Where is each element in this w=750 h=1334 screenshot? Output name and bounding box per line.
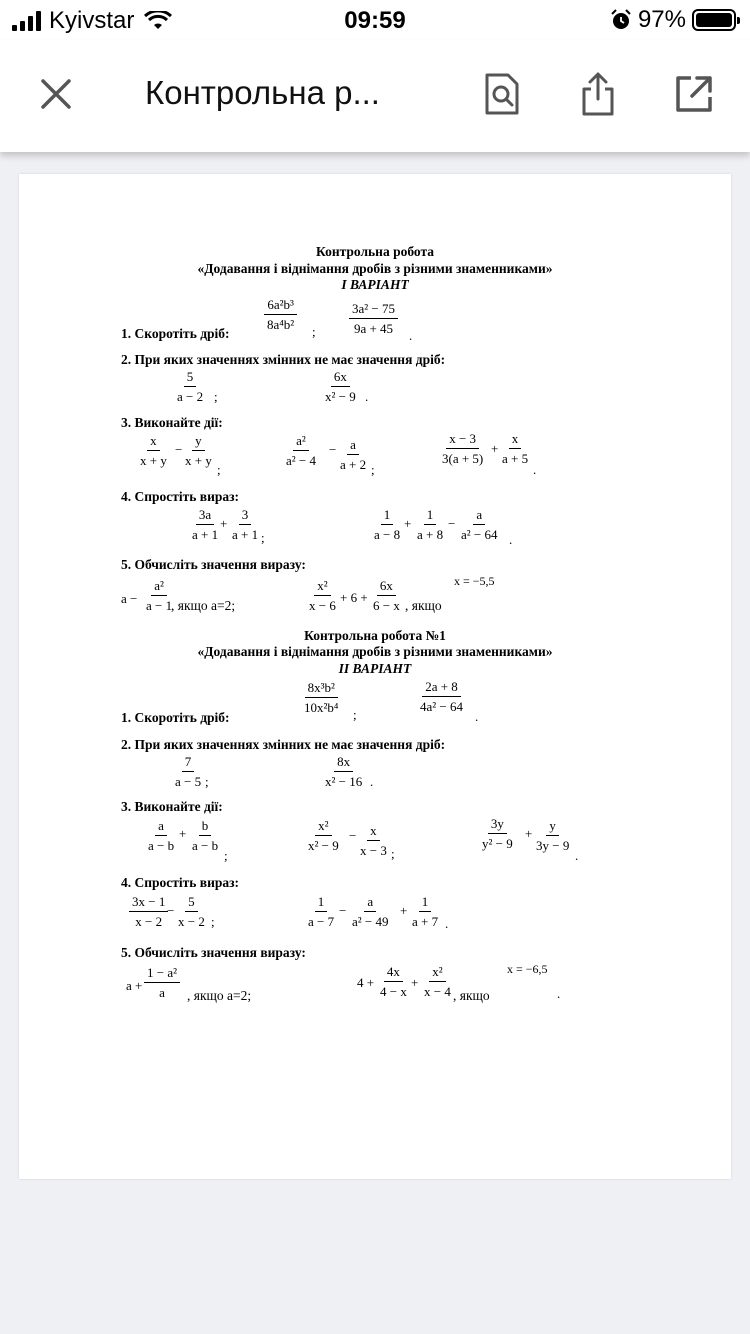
v2-task4-fraction: $\frac{a}{\text{a² − 49}}$ xyxy=(352,894,389,929)
v1-task1-fraction-b: $\frac{\text{3a² − 75}}{9a + 45}$ xyxy=(349,302,398,335)
find-in-page-icon xyxy=(484,73,520,115)
document-page[interactable]: Контрольна робота «Додавання і віднімання дробів з різними знаменниками» І ВАРІАНТ 1. Скоротіть дріб: $\frac{\text{6a²b³}}{\text{8a⁴b²}}$ ; $\frac{\text{3a² − 75}}{9a + 45}$ . 2. При яких значеннях змінних не має значення дріб: $\frac{5}{a - 2}$ ; $\frac{6x}{\text{x² − 9}}$ . 3. Виконайте дії: $\frac{x}{x + y}$ − $\frac{y}{x + y}$ ; $\frac{\text{a²}}{\text{a² − 4}}$ − $\frac{a}{a + 2}$ ; $\frac{x - 3}{3(a + 5)}$ + $\frac{x}{a + 5}$ . 4. Спростіть вираз: $\frac{3a}{a + 1}$ + $\frac{3}{a + 1}$ ; $\frac{1}{a - 8}$ + $\frac{1}{a + 8}$ − $\frac{a}{\text{a² − 64}}$ . 5. Обчисліть значення виразу: a − $\frac{\text{a²}}{a - 1}$ , якщо а=2; $\frac{\text{x²}}{x - 6}$ + 6 + $\frac{6x}{6 - x}$ , якщо x = −5,5 Контрольна робота №1 «Додавання і віднімання дробів з різними знаменниками» ІІ ВАРІАНТ 1. Скоротіть дріб: $\frac{\text{8x³b²}}{\text{10x²b⁴}}$ ; $\frac{2a + 8}{\text{4a² − 64}}$ . 2. При яких значеннях змінних не має значення дріб: $\frac{7}{a - 5}$ ; $\frac{8x}{\text{x² − 16}}$ . 3. Виконайте дії: $\frac{a}{a - b}$ + $\frac{b}{a - b}$ ; $\frac{\text{x²}}{\text{x² − 9}}$ − $\frac{x}{x - 3}$ ; $\frac{3y}{\text{y² − 9}}$ + $\frac{y}{3y - 9}$ . 4. Спростіть вираз: $\frac{3x - 1}{x - 2}$ − $\frac{5}{x - 2}$ ; $\frac{1}{a - 7}$ − $\frac{a}{\text{a² − 49}}$ + $\frac{1}{a + 7}$ . 5. Обчисліть значення виразу: a + $\frac{\text{1 − a²}}{a}$ , якщо а=2; 4 + $\frac{4x}{4 - x}$ + $\frac{\text{x²}}{x - 4}$ , якщо x = −6,5 . xyxy=(19,174,731,1179)
v2-task3-fraction: $\frac{x}{x - 3}$ xyxy=(360,823,387,858)
battery-icon xyxy=(692,9,736,31)
v2-task3-fraction: $\frac{3y}{\text{y² − 9}}$ xyxy=(482,816,513,851)
v2-task4-fraction: $\frac{5}{x - 2}$ xyxy=(178,894,205,929)
v2-task5-label: 5. Обчисліть значення виразу: xyxy=(121,945,306,960)
v1-task2-fraction-b: $\frac{6x}{\text{x² − 9}}$ xyxy=(325,369,356,404)
find-in-page-button[interactable] xyxy=(478,70,526,118)
v1-task5-label: 5. Обчисліть значення виразу: xyxy=(121,557,306,572)
v1-task1-label: 1. Скоротіть дріб: xyxy=(121,326,230,341)
v2-task5-fraction: $\frac{4x}{4 - x}$ xyxy=(380,964,407,999)
v1-task3-fraction: $\frac{x - 3}{3(a + 5)}$ xyxy=(442,431,484,466)
clock: 09:59 xyxy=(344,7,406,34)
v2-task1-fraction-a: $\frac{\text{8x³b²}}{\text{10x²b⁴}}$ xyxy=(304,680,339,715)
share-button[interactable] xyxy=(574,70,622,118)
v1-task2-fraction-a: $\frac{5}{a - 2}$ xyxy=(177,369,204,404)
carrier-name: Kyivstar xyxy=(49,7,135,34)
v1-task4-fraction: $\frac{1}{a - 8}$ xyxy=(374,507,401,542)
v1-task4-fraction: $\frac{3}{a + 1}$ xyxy=(232,507,259,542)
viewer-toolbar xyxy=(0,40,750,152)
v2-task3-fraction: $\frac{y}{3y - 9}$ xyxy=(536,818,570,853)
v2-task5-condition: , якщо а=2; xyxy=(187,988,252,1003)
share-icon xyxy=(580,71,616,117)
v2-task2-fraction-b: $\frac{8x}{\text{x² − 16}}$ xyxy=(325,754,363,789)
v2-task3-label: 3. Виконайте дії: xyxy=(121,799,223,814)
v2-title: Контрольна робота №1 xyxy=(304,628,446,643)
v2-task5-condition: , якщо xyxy=(453,988,490,1003)
status-right xyxy=(610,6,736,34)
v1-task3-fraction: $\frac{a}{a + 2}$ xyxy=(340,437,367,472)
v2-task2-label: 2. При яких значеннях змінних не має значення дріб: xyxy=(121,737,446,752)
v1-task5-fraction: $\frac{\text{x²}}{x - 6}$ xyxy=(309,578,336,613)
v2-task5-x-value: x = −6,5 xyxy=(507,962,548,976)
status-bar xyxy=(0,0,750,40)
v1-task4-fraction: $\frac{1}{a + 8}$ xyxy=(417,507,444,542)
v2-variant: ІІ ВАРІАНТ xyxy=(338,661,412,676)
v1-task1-fraction-a: $\frac{\text{6a²b³}}{\text{8a⁴b²}}$ xyxy=(264,298,297,331)
v2-task2-fraction-a: $\frac{7}{a - 5}$ xyxy=(175,754,202,789)
v2-task1-fraction-b: $\frac{2a + 8}{\text{4a² − 64}}$ xyxy=(420,679,463,714)
v2-task4-label: 4. Спростіть вираз: xyxy=(121,875,240,890)
v2-task4-fraction: $\frac{1}{a - 7}$ xyxy=(308,894,335,929)
v1-task3-label: 3. Виконайте дії: xyxy=(121,415,223,430)
v2-task5-fraction: $\frac{\text{x²}}{x - 4}$ xyxy=(424,964,451,999)
v1-task5-condition: , якщо а=2; xyxy=(171,598,236,613)
open-external-button[interactable] xyxy=(670,70,718,118)
v1-variant: І ВАРІАНТ xyxy=(341,277,409,292)
v2-task3-fraction: $\frac{b}{a - b}$ xyxy=(192,818,219,853)
document-title: Контрольна р... xyxy=(145,74,380,111)
v1-task3-fraction: $\frac{\text{a²}}{\text{a² − 4}}$ xyxy=(286,433,316,468)
v2-task4-fraction: $\frac{3x - 1}{x - 2}$ xyxy=(129,895,168,928)
v2-task1-label: 1. Скоротіть дріб: xyxy=(121,710,230,725)
v1-task3-fraction: $\frac{x}{x + y}$ xyxy=(140,433,167,468)
alarm-icon xyxy=(610,9,632,31)
v2-task5-fraction: $\frac{\text{1 − a²}}{a}$ xyxy=(144,966,180,999)
v2-task3-fraction: $\frac{\text{x²}}{\text{x² − 9}}$ xyxy=(308,818,339,853)
open-external-icon xyxy=(675,75,713,113)
v1-task4-fraction: $\frac{a}{\text{a² − 64}}$ xyxy=(461,507,498,542)
v1-task5-fraction: $\frac{\text{a²}}{a - 1}$ xyxy=(146,578,173,613)
close-icon xyxy=(40,78,72,110)
close-button[interactable] xyxy=(32,70,80,118)
v1-task3-fraction: $\frac{y}{x + y}$ xyxy=(185,433,212,468)
v2-task4-fraction: $\frac{1}{a + 7}$ xyxy=(412,894,439,929)
v1-title: Контрольна робота xyxy=(315,244,435,259)
battery-percent: 97% xyxy=(637,6,686,33)
v2-task3-fraction: $\frac{a}{a - b}$ xyxy=(148,818,175,853)
v1-task3-fraction: $\frac{x}{a + 5}$ xyxy=(502,431,529,466)
v1-task5-condition: , якщо xyxy=(405,598,442,613)
v1-task2-label: 2. При яких значеннях змінних не має значення дріб: xyxy=(121,352,446,367)
v1-task5-x-value: x = −5,5 xyxy=(454,574,495,588)
v1-task5-fraction: $\frac{6x}{6 - x}$ xyxy=(373,578,400,613)
v1-task4-label: 4. Спростіть вираз: xyxy=(121,489,240,504)
v2-subtitle: «Додавання і віднімання дробів з різними знаменниками» xyxy=(197,644,553,659)
v1-subtitle: «Додавання і віднімання дробів з різними знаменниками» xyxy=(197,261,553,276)
v1-task4-fraction: $\frac{3a}{a + 1}$ xyxy=(192,507,219,542)
